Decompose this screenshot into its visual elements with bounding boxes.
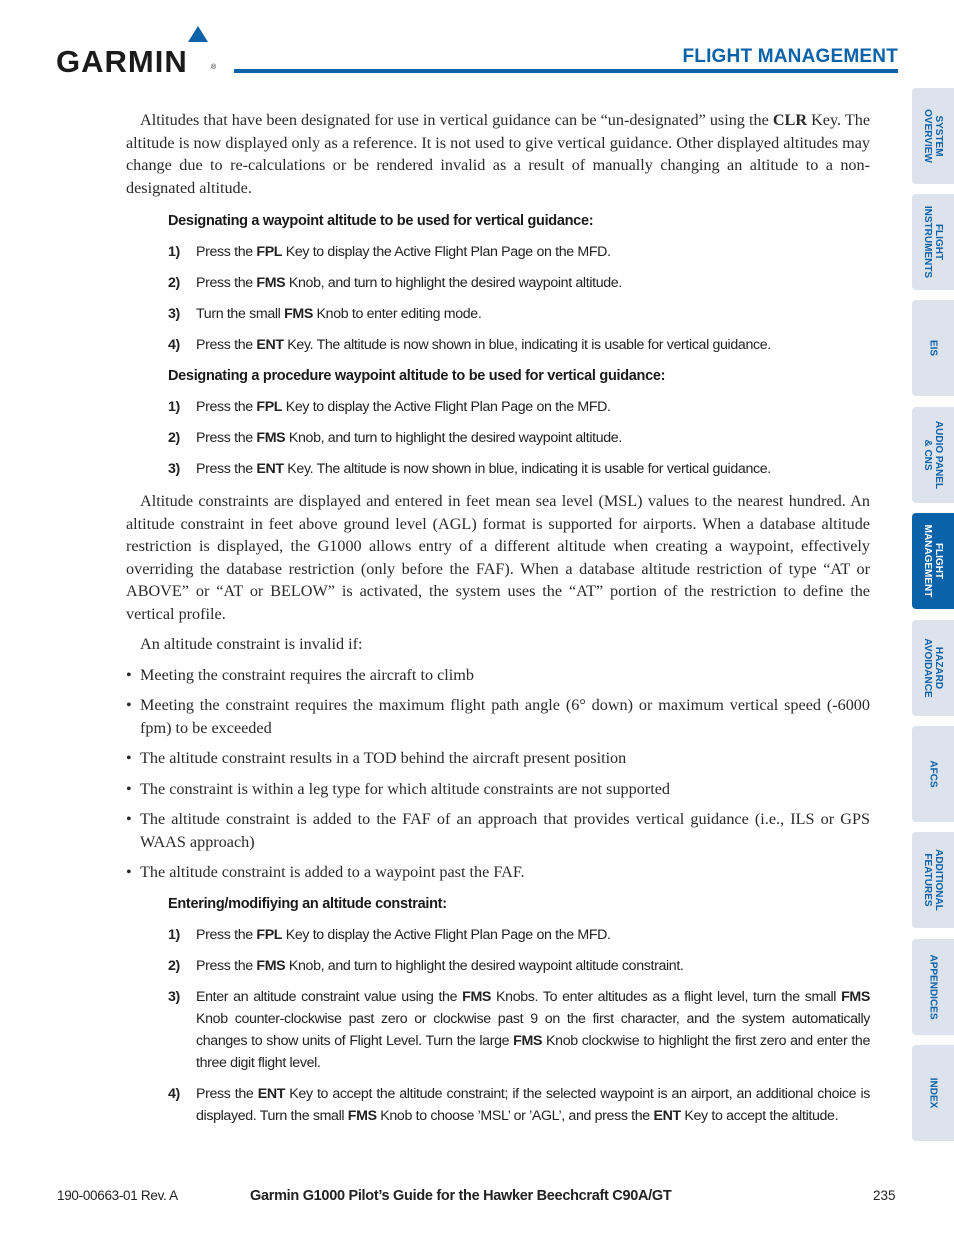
bullet-icon: • <box>126 749 132 767</box>
tab-flight-instruments[interactable] <box>912 194 954 290</box>
list-item <box>126 747 870 770</box>
list-item <box>126 664 870 687</box>
procedure-step <box>168 427 870 449</box>
key-label: ENT <box>257 1085 286 1102</box>
key-label: FMS <box>347 1107 377 1124</box>
tab-index[interactable] <box>912 1045 954 1141</box>
step-text: Press the FPL Key to display the Active Flight Plan Page on the MFD. <box>196 926 611 943</box>
tab-label: FLIGHT INSTRUMENTS <box>922 205 944 279</box>
document-title: Garmin G1000 Pilot’s Guide for the Hawker Beechcraft C90A/GT <box>250 1188 672 1204</box>
page-footer <box>0 1188 954 1218</box>
list-item <box>126 778 870 801</box>
key-label: FMS <box>284 306 313 322</box>
tab-label: APPENDICES <box>927 954 939 1020</box>
tab-label: INDEX <box>927 1077 939 1109</box>
list-item <box>126 694 870 739</box>
list-item <box>126 808 870 853</box>
procedure-step <box>168 1083 870 1127</box>
key-label: FMS <box>462 988 492 1005</box>
step-number: 2) <box>168 957 180 974</box>
key-label: FPL <box>256 244 283 260</box>
key-label: ENT <box>653 1107 681 1124</box>
tab-system-overview[interactable] <box>912 88 954 184</box>
key-label: FMS <box>513 1032 543 1049</box>
step-text: Press the ENT Key. The altitude is now shown in blue, indicating it is usable for vertical guidance. <box>196 461 771 477</box>
step-number: 3) <box>168 988 180 1005</box>
clr-key-label: CLR <box>772 111 808 129</box>
tab-label: SYSTEM OVERVIEW <box>922 109 944 163</box>
list-item-text: The altitude constraint is added to the FAF of an approach that provides vertical guidance (i.e., ILS or GPS WAAS approach) <box>140 810 870 851</box>
key-label: ENT <box>256 461 284 477</box>
page-header <box>0 0 954 90</box>
key-label: ENT <box>256 337 284 353</box>
brand-name: GARMIN <box>56 44 188 79</box>
bullet-icon: • <box>126 863 132 881</box>
invalid-intro: An altitude constraint is invalid if: <box>140 635 363 653</box>
bullet-icon: • <box>126 665 132 684</box>
procedure-step <box>168 396 870 418</box>
bullet-icon: • <box>126 810 132 828</box>
step-text: Enter an altitude constraint value using the FMS Knobs. To enter altitudes as a flight level, turn the small FMS Knob counter-clockwise past zero or clockwise past 9 on the first character, and the system automatically changes to show units of Flight Level. Turn the large FMS Knob clockwise to highlight the first zero and enter the three digit flight level. <box>196 988 870 1071</box>
registered-mark: ® <box>211 64 217 71</box>
tab-label: EIS <box>927 339 939 357</box>
tab-appendices[interactable] <box>912 939 954 1035</box>
step-text: Press the ENT Key to accept the altitude constraint; if the selected waypoint is an airport, an additional choice is displayed. Turn the small FMS Knob to choose ’MSL’ or ’AGL’, and press the ENT Key to accept the altitude. <box>196 1085 871 1124</box>
procedure-step <box>168 334 870 356</box>
step-number: 1) <box>168 926 180 943</box>
tab-audio-panel-cns[interactable] <box>912 407 954 503</box>
bullet-icon: • <box>126 696 132 714</box>
procedure-step <box>168 241 870 263</box>
procedure-title: Entering/modifiying an altitude constraint: <box>168 895 447 912</box>
intro-paragraph <box>126 109 870 199</box>
list-item-text: Meeting the constraint requires the maximum flight path angle (6° down) or maximum vertical speed (-6000 fpm) to be exceeded <box>140 696 870 737</box>
page-content <box>126 109 870 1127</box>
step-text: Press the FMS Knob, and turn to highlight the desired waypoint altitude. <box>196 430 622 446</box>
step-number: 2) <box>168 275 180 291</box>
step-number: 1) <box>168 244 180 260</box>
list-item-text: The altitude constraint results in a TOD behind the aircraft present position <box>140 749 627 767</box>
section-tabs <box>912 0 954 1235</box>
procedure-step <box>168 303 870 325</box>
procedure-title: Designating a procedure waypoint altitude to be used for vertical guidance: <box>168 368 666 384</box>
step-number: 4) <box>168 337 180 353</box>
procedure-step <box>168 272 870 294</box>
header-rule <box>234 69 898 73</box>
tab-label: FLIGHT MANAGEMENT <box>922 524 944 598</box>
step-number: 3) <box>168 306 180 322</box>
list-item-text: The altitude constraint is added to a waypoint past the FAF. <box>140 863 525 881</box>
step-number: 1) <box>168 399 180 415</box>
list-item-text: Meeting the constraint requires the aircraft to climb <box>140 665 474 684</box>
list-item-text: The constraint is within a leg type for which altitude constraints are not supported <box>140 779 671 798</box>
step-text: Turn the small FMS Knob to enter editing mode. <box>196 306 482 322</box>
procedure-title: Designating a waypoint altitude to be used for vertical guidance: <box>168 213 594 229</box>
step-text: Press the ENT Key. The altitude is now shown in blue, indicating it is usable for vertical guidance. <box>196 337 771 353</box>
tab-additional-features[interactable] <box>912 832 954 928</box>
list-item <box>126 861 870 884</box>
tab-label: AUDIO PANEL & CNS <box>922 420 944 490</box>
key-label: FPL <box>256 399 283 415</box>
tab-eis[interactable] <box>912 300 954 396</box>
tab-afcs[interactable] <box>912 726 954 822</box>
procedure-step <box>168 924 870 946</box>
tab-flight-management[interactable] <box>912 513 954 609</box>
tab-label: AFCS <box>927 760 939 788</box>
key-label: FMS <box>256 430 286 446</box>
step-text: Press the FMS Knob, and turn to highlight the desired waypoint altitude. <box>196 275 622 291</box>
intro-text-2: Key. The altitude is now displayed only as a reference. It is not used to give vertical guidance. Other displayed altitudes may change due to re-calculations or be rendered invalid as a result of manually changing an altitude to a non-designated altitude. <box>126 111 870 197</box>
garmin-logo <box>56 26 226 79</box>
document-number: 190-00663-01 Rev. A <box>57 1188 178 1203</box>
tab-hazard-avoidance[interactable] <box>912 620 954 716</box>
step-number: 4) <box>168 1085 180 1102</box>
step-text: Press the FPL Key to display the Active Flight Plan Page on the MFD. <box>196 399 611 415</box>
key-label: FMS <box>256 957 286 974</box>
procedure-step <box>168 986 870 1074</box>
procedure-step <box>168 955 870 977</box>
constraints-paragraph: Altitude constraints are displayed and entered in feet mean sea level (MSL) values to the nearest hundred. An altitude constraint in feet above ground level (AGL) format is supported for airports. When a database altitude restriction is displayed, the G1000 allows entry of a different altitude when creating a waypoint, effectively overriding the database restriction (only before the FAF). When a database altitude restriction of type “AT or ABOVE” or “AT or BELOW” is activated, the system uses the “AT” portion of the restriction to define the vertical profile. <box>126 492 870 623</box>
procedure-step <box>168 458 870 480</box>
tab-label: HAZARD AVOIDANCE <box>922 638 944 698</box>
section-title: FLIGHT MANAGEMENT <box>682 46 898 67</box>
garmin-triangle-icon <box>188 26 208 42</box>
key-label: FPL <box>256 926 283 943</box>
step-number: 2) <box>168 430 180 446</box>
key-label: FMS <box>841 988 870 1005</box>
step-text: Press the FMS Knob, and turn to highlight the desired waypoint altitude constraint. <box>196 957 684 974</box>
intro-text-1: Altitudes that have been designated for use in vertical guidance can be “un-designated” using the <box>140 111 773 129</box>
step-text: Press the FPL Key to display the Active Flight Plan Page on the MFD. <box>196 244 611 260</box>
page-number: 235 <box>873 1188 896 1203</box>
key-label: FMS <box>256 275 286 291</box>
bullet-icon: • <box>126 779 132 798</box>
step-number: 3) <box>168 461 180 477</box>
tab-label: ADDITIONAL FEATURES <box>922 849 944 911</box>
